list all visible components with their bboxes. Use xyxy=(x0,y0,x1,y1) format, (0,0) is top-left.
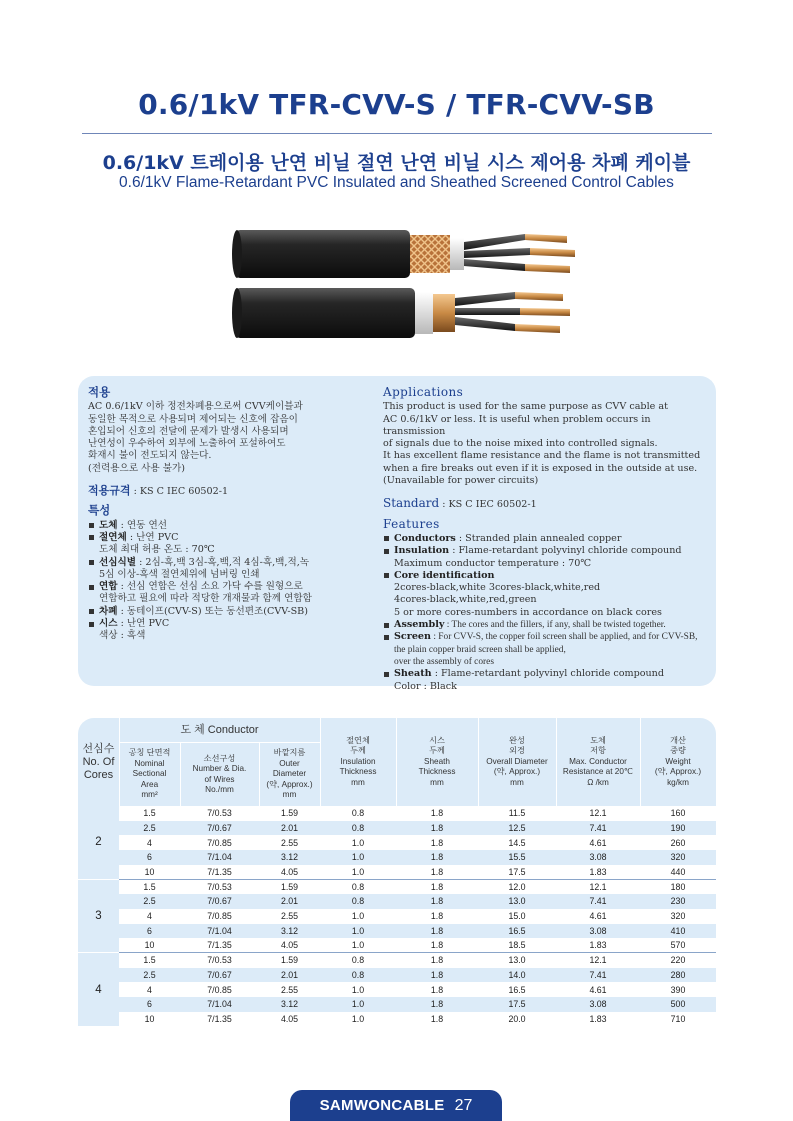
table-cell: 16.5 xyxy=(508,984,526,995)
feature-item: Core identification 2cores-black,white 3cores-black,white,red 4cores-black,white,red,green 5 or more cores-numbers in accordance on black cores xyxy=(383,570,713,619)
table-cell: 4.05 xyxy=(280,866,299,877)
table-cell: 410 xyxy=(640,924,716,939)
header-outer-diameter: 바깥지름 Outer Diameter (약, Approx.) mm xyxy=(266,748,313,800)
applications-heading-ko: 적용 xyxy=(88,385,111,399)
footer-brand: SAMWONCABLE xyxy=(319,1097,445,1114)
applications-text-ko: AC 0.6/1kV 이하 정전차폐용으로써 CVV케이블과 동일한 목적으로 사용되며 제어되는 신호에 잡음이 혼입되어 신호의 전달에 문제가 발생시 사용되며 난연성이 우수하여 외부에 노출하여 포설하여도 화재시 불이 전도되지 않는다. (전력용으로 사용 불가) xyxy=(88,401,303,474)
table-row xyxy=(78,953,716,968)
cores-count: 3 xyxy=(78,879,119,952)
table-row xyxy=(78,879,716,894)
table-cell: 17.5 xyxy=(508,866,526,877)
feature-item: 시스 : 난연 PVC 색상 : 흑색 xyxy=(88,618,383,643)
table-cell: 0.8 xyxy=(320,894,396,909)
table-cell: 260 xyxy=(670,837,686,848)
header-wires: 소선구성 Number & Dia. of Wires No./mm xyxy=(192,753,247,794)
table-cell: 6 xyxy=(119,850,180,865)
korean-column xyxy=(88,386,383,643)
table-cell: 17.5 xyxy=(478,997,556,1012)
table-cell: 1.8 xyxy=(430,1013,444,1024)
table-cell: 180 xyxy=(640,879,716,894)
table-cell: 1.8 xyxy=(430,984,444,995)
table-cell: 2.01 xyxy=(259,894,320,909)
features-heading-ko: 특성 xyxy=(88,503,111,518)
table-cell: 10 xyxy=(144,1013,155,1024)
table-cell: 10 xyxy=(144,940,155,951)
table-cell: 710 xyxy=(670,1013,686,1024)
header-insulation: 절연체 두께 Insulation Thickness mm xyxy=(339,735,377,787)
table-cell: 1.8 xyxy=(430,911,444,922)
table-cell: 14.5 xyxy=(508,837,526,848)
table-cell: 0.8 xyxy=(320,953,396,968)
table-cell: 500 xyxy=(640,997,716,1012)
cores-count: 4 xyxy=(78,953,119,1026)
feature-item: Conductors : Stranded plain annealed copper xyxy=(383,533,713,545)
table-cell: 4 xyxy=(147,984,152,995)
table-cell: 1.0 xyxy=(351,866,365,877)
table-cell: 7/0.53 xyxy=(180,953,259,968)
table-cell: 7/0.85 xyxy=(207,984,232,995)
table-cell: 1.8 xyxy=(396,924,478,939)
table-cell: 1.83 xyxy=(589,1013,607,1024)
table-cell: 13.0 xyxy=(478,953,556,968)
table-cell: 6 xyxy=(119,924,180,939)
table-cell: 1.8 xyxy=(396,953,478,968)
table-row xyxy=(78,938,716,953)
table-cell: 7/1.35 xyxy=(207,1013,232,1024)
features-heading-en: Features xyxy=(383,516,440,531)
english-column xyxy=(383,386,713,693)
table-row xyxy=(78,806,716,821)
header-sheath: 시스 두께 Sheath Thickness mm xyxy=(418,735,456,787)
table-cell: 4 xyxy=(147,837,152,848)
standard-ko: 적용규격 : KS C IEC 60502-1 xyxy=(88,484,229,498)
page-footer xyxy=(290,1090,502,1121)
table-cell: 1.83 xyxy=(589,940,607,951)
table-cell: 12.1 xyxy=(556,953,640,968)
cable-braided xyxy=(232,230,575,278)
table-cell: 1.8 xyxy=(396,821,478,836)
table-cell: 2.55 xyxy=(280,837,299,848)
table-cell: 0.8 xyxy=(320,968,396,983)
feature-item: 연합 : 선심 연합은 선심 소요 가닥 수를 원형으로 연합하고 필요에 따라 적당한 개재물과 함께 연합함 xyxy=(88,581,383,606)
cable-product-image xyxy=(225,218,585,350)
table-cell: 1.0 xyxy=(320,924,396,939)
table-cell: 10 xyxy=(144,866,155,877)
table-cell: 7.41 xyxy=(556,894,640,909)
table-cell: 20.0 xyxy=(508,1013,526,1024)
table-cell: 1.59 xyxy=(259,879,320,894)
table-cell: 4.61 xyxy=(589,837,607,848)
page-number: 27 xyxy=(454,1096,473,1114)
table-cell: 4.61 xyxy=(589,911,607,922)
table-cell: 2.5 xyxy=(119,968,180,983)
table-cell: 7/1.35 xyxy=(207,940,232,951)
table-row xyxy=(78,1012,716,1027)
header-resistance: 도체 저항 Max. Conductor Resistance at 20℃ Ω /km xyxy=(562,735,634,787)
table-cell: 4.61 xyxy=(589,984,607,995)
table-cell: 230 xyxy=(640,894,716,909)
table-cell: 11.5 xyxy=(508,808,526,819)
table-cell: 0.8 xyxy=(351,808,365,819)
table-cell: 7.41 xyxy=(556,821,640,836)
cores-count: 2 xyxy=(78,806,119,879)
table-row xyxy=(78,865,716,880)
table-cell: 1.5 xyxy=(119,953,180,968)
table-cell: 7/0.85 xyxy=(207,837,232,848)
table-cell: 2.5 xyxy=(119,821,180,836)
table-cell: 4 xyxy=(147,911,152,922)
table-cell: 1.8 xyxy=(396,850,478,865)
table-cell: 1.0 xyxy=(351,940,365,951)
table-cell: 2.01 xyxy=(259,968,320,983)
table-cell: 12.5 xyxy=(478,821,556,836)
header-area: 공칭 단면적 Nominal Sectional Area mm² xyxy=(128,748,171,800)
table-cell: 7.41 xyxy=(556,968,640,983)
table-cell: 1.0 xyxy=(351,1013,365,1024)
standard-en: Standard : KS C IEC 60502-1 xyxy=(383,496,537,511)
table-cell: 12.1 xyxy=(556,879,640,894)
table-cell: 7/1.04 xyxy=(180,997,259,1012)
table-cell: 7/0.67 xyxy=(180,894,259,909)
table-cell: 7/0.85 xyxy=(207,911,232,922)
table-row xyxy=(78,997,716,1012)
table-cell: 1.8 xyxy=(430,940,444,951)
table-cell: 1.5 xyxy=(143,808,156,819)
feature-item: Screen : For CVV-S, the copper foil screen shall be applied, and for CVV-SB, the plain copper braid screen shall be applied, over the assembly of cores xyxy=(383,631,713,668)
english-subtitle: 0.6/1kV Flame-Retardant PVC Insulated and Sheathed Screened Control Cables xyxy=(119,174,674,191)
feature-item: 도체 : 연동 연선 xyxy=(88,520,383,532)
table-cell: 1.83 xyxy=(589,866,607,877)
table-cell: 2.5 xyxy=(119,894,180,909)
table-cell: 160 xyxy=(670,808,686,819)
table-cell: 13.0 xyxy=(478,894,556,909)
table-cell: 16.5 xyxy=(478,924,556,939)
table-cell: 1.5 xyxy=(119,879,180,894)
table-cell: 1.8 xyxy=(430,837,444,848)
features-list-en xyxy=(383,533,713,693)
applications-text-en: This product is used for the same purpose as CVV cable at AC 0.6/1kV or less. It is useful when problem occurs in transmission of signals due to the noise mixed into controlled signals. It has excellent flame resistance and the flame is not transmitted when a fire breaks out even if it is exposed in the outside at use. (Unavailable for power circuits) xyxy=(383,401,701,487)
table-cell: 0.8 xyxy=(320,879,396,894)
table-cell: 1.0 xyxy=(351,984,365,995)
table-cell: 1.59 xyxy=(259,953,320,968)
table-cell: 440 xyxy=(670,866,686,877)
header-conductor-group: 도 체 Conductor xyxy=(180,723,259,736)
table-cell: 1.59 xyxy=(280,808,299,819)
table-row xyxy=(78,982,716,997)
table-cell: 12.1 xyxy=(589,808,607,819)
feature-item: 선심식별 : 2심-흑,백 3심-흑,백,적 4심-흑,백,적,녹 5심 이상-흑색 절연체위에 넘버링 인쇄 xyxy=(88,557,383,582)
table-cell: 2.55 xyxy=(280,984,299,995)
table-cell: 2.55 xyxy=(280,911,299,922)
table-cell: 0.8 xyxy=(320,821,396,836)
header-cores: 선심수 No. Of Cores xyxy=(82,742,115,781)
table-cell: 7/1.04 xyxy=(180,924,259,939)
table-cell: 7/0.53 xyxy=(207,808,232,819)
table-cell: 1.0 xyxy=(320,997,396,1012)
table-cell: 2.01 xyxy=(259,821,320,836)
table-cell: 1.0 xyxy=(351,911,365,922)
table-cell: 1.0 xyxy=(351,837,365,848)
table-cell: 320 xyxy=(670,911,686,922)
table-cell: 12.0 xyxy=(478,879,556,894)
applications-heading-en: Applications xyxy=(383,385,464,399)
table-row xyxy=(78,924,716,939)
feature-item: 차폐 : 동테이프(CVV-S) 또는 동선편조(CVV-SB) xyxy=(88,606,383,618)
info-panel xyxy=(78,376,716,692)
table-row xyxy=(78,968,716,983)
table-cell: 1.8 xyxy=(396,997,478,1012)
table-row xyxy=(78,909,716,924)
header-overall-diameter: 완성 외경 Overall Diameter (약, Approx.) mm xyxy=(486,735,548,787)
features-list-ko xyxy=(88,520,383,643)
table-cell: 7/1.04 xyxy=(180,850,259,865)
table-cell: 3.08 xyxy=(556,850,640,865)
table-cell: 190 xyxy=(640,821,716,836)
spec-table-header xyxy=(78,718,716,806)
spec-table-body xyxy=(78,806,716,1027)
spec-table xyxy=(78,718,716,1027)
feature-item: Insulation : Flame-retardant polyvinyl chloride compound Maximum conductor temperature : 70℃ xyxy=(383,545,713,570)
table-cell: 1.8 xyxy=(396,879,478,894)
table-cell: 3.12 xyxy=(259,850,320,865)
feature-item: Assembly : The cores and the fillers, if any, shall be twisted together. xyxy=(383,619,713,631)
table-row xyxy=(78,850,716,865)
table-cell: 220 xyxy=(640,953,716,968)
table-cell: 1.0 xyxy=(320,850,396,865)
header-weight: 개산 중량 Weight (약, Approx.) kg/km xyxy=(654,735,702,787)
table-cell: 3.08 xyxy=(556,924,640,939)
table-cell: 18.5 xyxy=(508,940,526,951)
table-cell: 7/0.67 xyxy=(180,821,259,836)
table-cell: 4.05 xyxy=(280,1013,299,1024)
table-cell: 1.8 xyxy=(430,866,444,877)
table-cell: 320 xyxy=(640,850,716,865)
table-cell: 7/1.35 xyxy=(207,866,232,877)
table-row xyxy=(78,894,716,909)
table-cell: 570 xyxy=(670,940,686,951)
table-cell: 6 xyxy=(119,997,180,1012)
table-cell: 7/0.53 xyxy=(180,879,259,894)
table-cell: 390 xyxy=(670,984,686,995)
table-row xyxy=(78,835,716,850)
table-cell: 3.12 xyxy=(259,924,320,939)
table-cell: 15.0 xyxy=(508,911,526,922)
table-row xyxy=(78,821,716,836)
table-cell: 1.8 xyxy=(430,808,444,819)
table-cell: 3.12 xyxy=(259,997,320,1012)
table-cell: 280 xyxy=(640,968,716,983)
table-cell: 7/0.67 xyxy=(180,968,259,983)
table-cell: 3.08 xyxy=(556,997,640,1012)
table-cell: 1.8 xyxy=(396,968,478,983)
feature-item: 절연체 : 난연 PVC 도체 최대 허용 온도 : 70℃ xyxy=(88,532,383,557)
feature-item: Sheath : Flame-retardant polyvinyl chloride compound Color : Black xyxy=(383,668,713,693)
korean-subtitle: 0.6/1kV 트레이용 난연 비닐 절연 난연 비닐 시스 제어용 차폐 케이블 xyxy=(102,152,691,174)
title-divider xyxy=(82,133,712,134)
table-cell: 15.5 xyxy=(478,850,556,865)
table-cell: 1.8 xyxy=(396,894,478,909)
page-title: 0.6/1kV TFR-CVV-S / TFR-CVV-SB xyxy=(138,88,655,121)
table-cell: 4.05 xyxy=(280,940,299,951)
cable-foil xyxy=(232,288,570,338)
table-cell: 14.0 xyxy=(478,968,556,983)
